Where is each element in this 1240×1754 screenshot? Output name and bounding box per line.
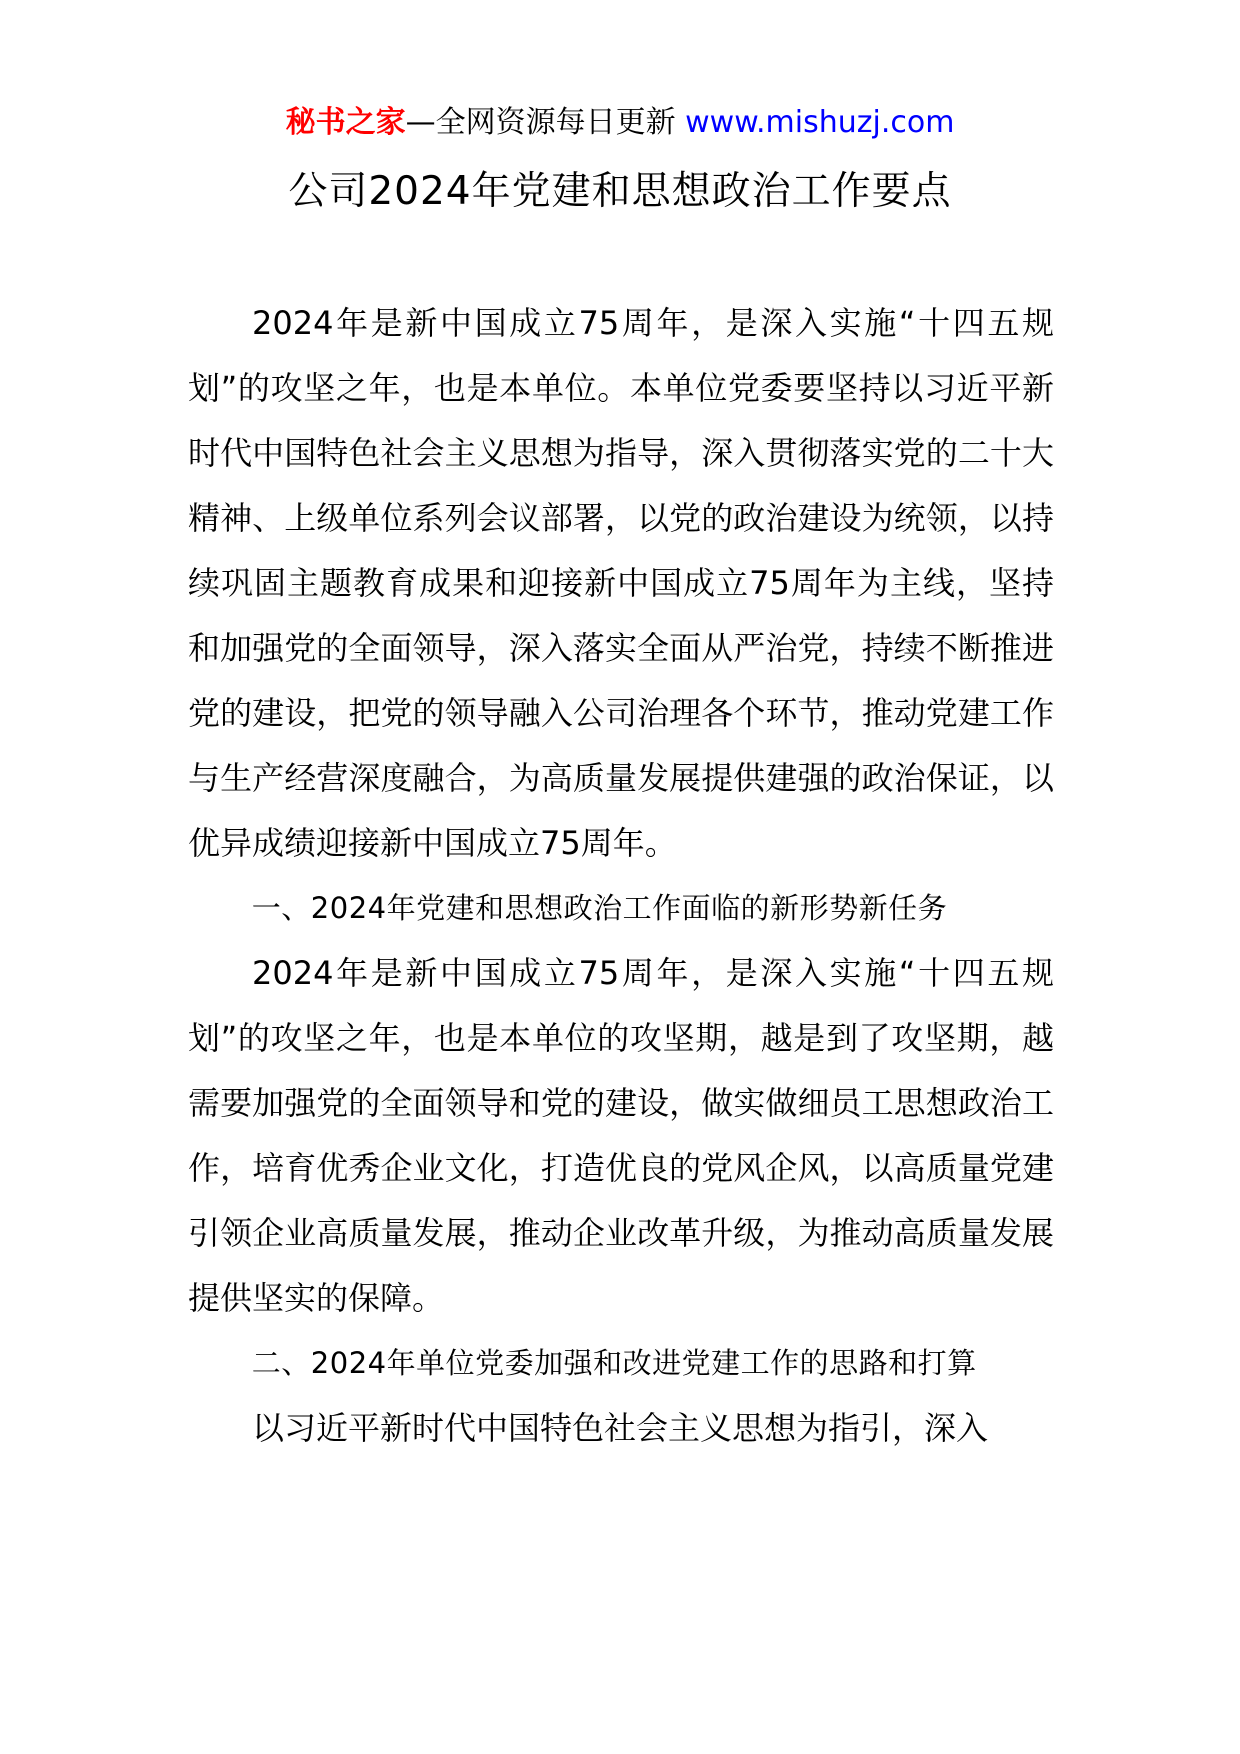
document-title: 公司2024年党建和思想政治工作要点 bbox=[288, 169, 952, 214]
section-heading-1: 一、2024年党建和思想政治工作面临的新形势新任务 bbox=[251, 891, 948, 925]
section-1-paragraph: 2024年是新中国成立75周年，是深入实施“十四五规划”的攻坚之年，也是本单位的攻坚期，越是到了攻坚期，越需要加强党的全面领导和党的建设，做实做细员工思想政治工作，培育优秀企业文化，打造优良的党风企风，以高质量党建引领企业高质量发展，推动企业改革升级，为推动高质量发展提供坚实的保障。 bbox=[188, 954, 1054, 1317]
site-header bbox=[0, 100, 1240, 146]
brand-name: 秘书之家 bbox=[285, 105, 406, 140]
intro-paragraph: 2024年是新中国成立75周年，是深入实施“十四五规划”的攻坚之年，也是本单位。本单位党委要坚持以习近平新时代中国特色社会主义思想为指导，深入贯彻落实党的二十大精神、上级单位系列会议部署，以党的政治建设为统领，以持续巩固主题教育成果和迎接新中国成立75周年为主线，坚持和加强党的全面领导，深入落实全面从严治党，持续不断推进党的建设，把党的领导融入公司治理各个环节，推动党建工作与生产经营深度融合，为高质量发展提供建强的政治保证，以优异成绩迎接新中国成立75周年。 bbox=[188, 304, 1054, 862]
section-heading-2: 二、2024年单位党委加强和改进党建工作的思路和打算 bbox=[251, 1346, 977, 1380]
section-2-paragraph: 以习近平新时代中国特色社会主义思想为指引，深入 bbox=[252, 1409, 989, 1447]
site-url-link[interactable]: www.mishuzj.com bbox=[685, 105, 955, 140]
header-tagline: —全网资源每日更新 bbox=[405, 105, 686, 140]
document-body bbox=[188, 291, 1054, 1461]
